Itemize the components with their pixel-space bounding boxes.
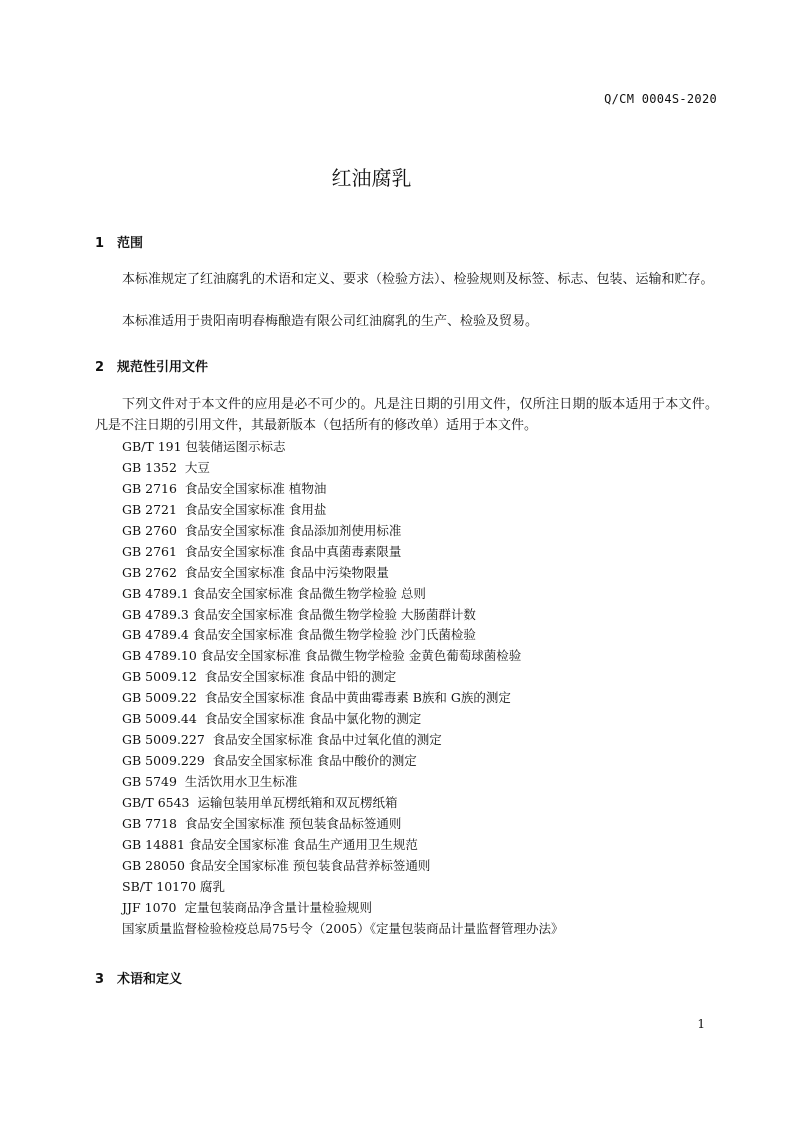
reference-title: 食品安全国家标准 食品中酸价的测定 xyxy=(212,753,417,769)
reference-code: GB 2721 xyxy=(122,501,181,517)
reference-title: 食品安全国家标准 食品中铅的测定 xyxy=(204,669,397,685)
reference-code: GB 7718 xyxy=(122,815,181,831)
reference-item xyxy=(122,793,563,814)
reference-code: GB 5009.229 xyxy=(122,753,209,769)
scope-paragraph-2: 本标准适用于贵阳南明春梅酿造有限公司红油腐乳的生产、检验及贸易。 xyxy=(122,314,539,329)
reference-title: 腐乳 xyxy=(200,878,226,894)
reference-title: 食品安全国家标准 食品中污染物限量 xyxy=(184,564,389,580)
reference-item xyxy=(122,458,563,479)
reference-item xyxy=(122,835,563,856)
reference-title: 食品安全国家标准 食品微生物学检验 金黄色葡萄球菌检验 xyxy=(200,648,522,664)
reference-code: GB 5009.44 xyxy=(122,711,201,727)
reference-code: GB 4789.4 xyxy=(122,627,189,643)
reference-code: GB 2716 xyxy=(122,480,181,496)
reference-title: 食品安全国家标准 食品添加剂使用标准 xyxy=(184,522,402,538)
reference-item xyxy=(122,688,563,709)
section-heading-normative-references xyxy=(95,356,208,375)
reference-item xyxy=(122,730,563,751)
reference-title: 食品安全国家标准 植物油 xyxy=(184,480,327,496)
reference-item xyxy=(122,563,563,584)
reference-item xyxy=(122,709,563,730)
section-heading-terms-definitions xyxy=(95,968,182,987)
section-number: 2 xyxy=(95,360,105,375)
section-title: 规范性引用文件 xyxy=(117,360,209,375)
reference-code: GB 2761 xyxy=(122,543,181,559)
reference-title: 食品安全国家标准 食品中过氧化值的测定 xyxy=(212,732,442,748)
reference-title: 运输包装用单瓦楞纸箱和双瓦楞纸箱 xyxy=(197,794,398,810)
reference-code: GB/T 191 xyxy=(122,439,182,454)
reference-item xyxy=(122,751,563,772)
reference-title: 食品安全国家标准 食品微生物学检验 大肠菌群计数 xyxy=(192,606,476,622)
scope-paragraph-1: 本标准规定了红油腐乳的术语和定义、要求（检验方法）、检验规则及标签、标志、包装、运输和贮存。 xyxy=(122,272,714,287)
reference-list xyxy=(122,437,563,940)
reference-title: 食品安全国家标准 食品微生物学检验 沙门氏菌检验 xyxy=(192,627,476,643)
section-heading-scope xyxy=(95,232,143,251)
reference-item xyxy=(122,772,563,793)
reference-title: 食品安全国家标准 食用盐 xyxy=(184,501,327,517)
reference-title: 食品安全国家标准 预包装食品营养标签通则 xyxy=(188,857,431,873)
reference-title: 国家质量监督检验检疫总局75号令（2005）《定量包装商品计量监督管理办法》 xyxy=(122,920,564,936)
page-number: 1 xyxy=(697,1017,705,1031)
section-number: 3 xyxy=(95,972,105,987)
reference-code: GB 2762 xyxy=(122,564,181,580)
reference-title: 食品安全国家标准 食品生产通用卫生规范 xyxy=(188,836,418,852)
reference-item xyxy=(122,919,563,940)
reference-code: GB 4789.10 xyxy=(122,648,197,664)
reference-item xyxy=(122,437,563,458)
reference-title: 食品安全国家标准 预包装食品标签通则 xyxy=(184,815,402,831)
reference-title: 食品安全国家标准 食品中真菌毒素限量 xyxy=(184,543,402,559)
reference-item xyxy=(122,605,563,626)
reference-code: GB 4789.1 xyxy=(122,585,189,601)
reference-item xyxy=(122,521,563,542)
reference-item xyxy=(122,856,563,877)
reference-title: 食品安全国家标准 食品中黄曲霉毒素 B族和 G族的测定 xyxy=(204,690,511,706)
reference-item xyxy=(122,479,563,500)
reference-title: 食品安全国家标准 食品中氯化物的测定 xyxy=(204,711,422,727)
reference-title: 定量包装商品净含量计量检验规则 xyxy=(184,899,372,915)
reference-item xyxy=(122,625,563,646)
reference-code: GB 5009.22 xyxy=(122,690,201,706)
reference-item xyxy=(122,667,563,688)
document-title: 红油腐乳 xyxy=(331,166,412,190)
reference-item xyxy=(122,500,563,521)
reference-code: GB 4789.3 xyxy=(122,606,189,622)
section-number: 1 xyxy=(95,236,105,251)
reference-item xyxy=(122,646,563,667)
reference-title: 生活饮用水卫生标准 xyxy=(184,774,298,789)
reference-code: GB 5749 xyxy=(122,774,181,789)
reference-item xyxy=(122,898,563,919)
reference-code: SB/T 10170 xyxy=(122,878,197,894)
document-code: Q/CM 0004S-2020 xyxy=(604,92,717,106)
reference-title: 大豆 xyxy=(184,459,210,475)
reference-code: GB 28050 xyxy=(122,857,185,873)
reference-title: 食品安全国家标准 食品微生物学检验 总则 xyxy=(192,585,426,601)
reference-item xyxy=(122,814,563,835)
references-intro-paragraph: 下列文件对于本文件的应用是必不可少的。凡是注日期的引用文件，仅所注日期的版本适用于本文件。凡是不注日期的引用文件，其最新版本（包括所有的修改单）适用于本文件。 xyxy=(95,397,718,433)
reference-item xyxy=(122,542,563,563)
reference-item xyxy=(122,877,563,898)
reference-code: GB 14881 xyxy=(122,836,185,852)
reference-code: GB 2760 xyxy=(122,522,181,538)
reference-title: 包装储运图示标志 xyxy=(185,439,286,454)
section-title: 范围 xyxy=(117,236,144,251)
reference-item xyxy=(122,584,563,605)
reference-code: GB/T 6543 xyxy=(122,794,194,810)
reference-code: JJF 1070 xyxy=(122,899,181,915)
reference-code: GB 5009.227 xyxy=(122,732,209,748)
section-title: 术语和定义 xyxy=(117,972,183,987)
reference-code: GB 5009.12 xyxy=(122,669,201,685)
reference-code: GB 1352 xyxy=(122,459,181,475)
